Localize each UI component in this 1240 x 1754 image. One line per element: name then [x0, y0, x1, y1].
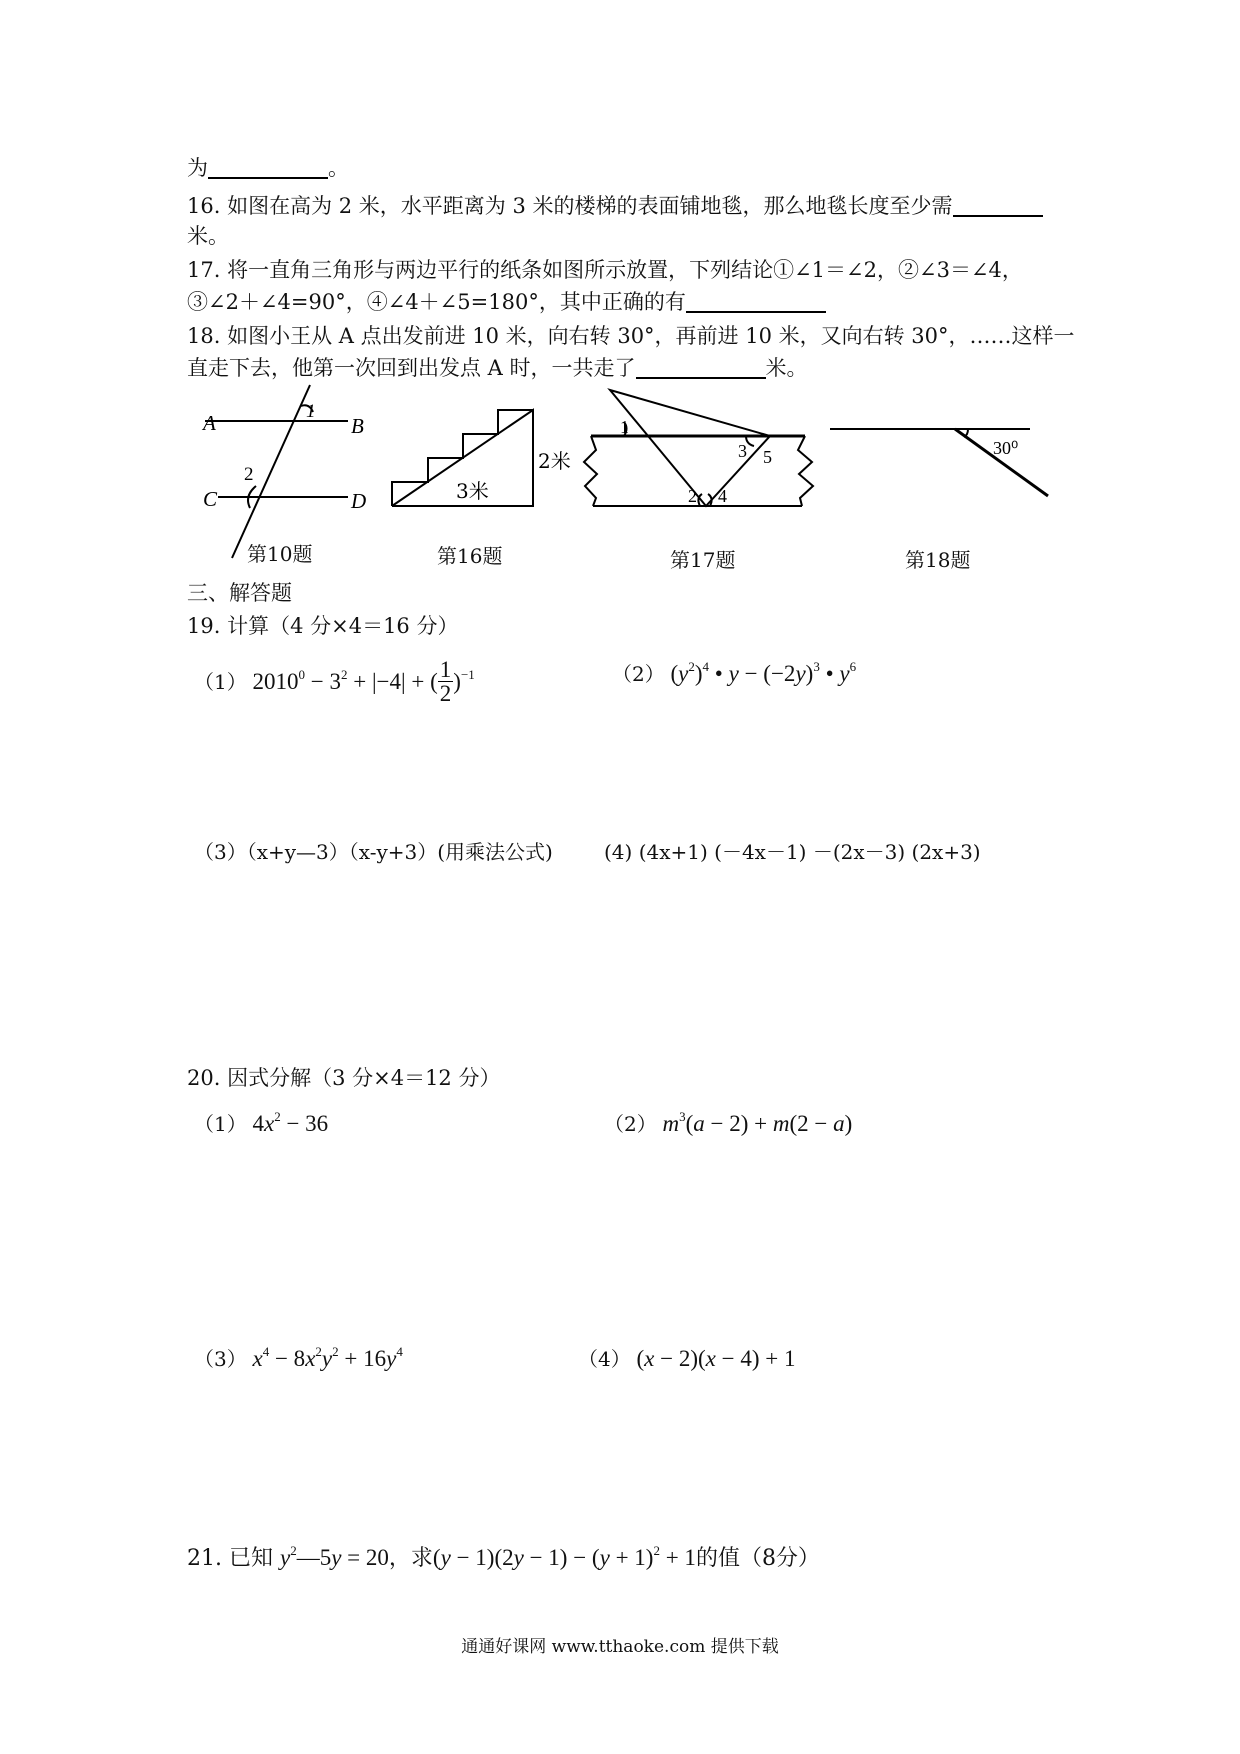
fig10-parallel-lines	[205, 385, 348, 558]
footer-credit: 通通好课网 www.tthaoke.com 提供下载	[461, 1637, 779, 1657]
q20-title: 20. 因式分解（3 分×4＝12 分）	[187, 1066, 501, 1090]
q19-part2	[612, 659, 857, 686]
q21-given: $y^2—5y = 20$	[279, 1543, 389, 1570]
q21-expr: $(y - 1)(2y - 1) - (y + 1)^2 + 1$	[432, 1543, 696, 1570]
fig17-angle-4: 4	[718, 486, 727, 506]
fig10-label-b: B	[351, 414, 364, 438]
q20-part3	[194, 1344, 403, 1371]
q19-part1-label: （1）	[194, 669, 247, 694]
q20-part2-label: （2）	[604, 1112, 657, 1136]
q20-part3-expr: $x^4 - 8x^2y^2 + 16y^4$	[252, 1344, 403, 1371]
figures-svg	[0, 0, 1240, 600]
q16-line2: 米。	[187, 224, 229, 248]
q20-part3-label: （3）	[194, 1347, 247, 1371]
q18-line1: 18. 如图小王从 A 点出发前进 10 米，向右转 30°，再前进 10 米，又向右转 30°，……这样一	[187, 324, 1075, 348]
fig10-caption: 第10题	[247, 542, 313, 566]
q15-suffix: 。	[328, 156, 349, 180]
q19-part2-label: （2）	[612, 662, 665, 686]
q20-part2-expr: $m^3(a - 2) + m(2 - a)$	[662, 1109, 853, 1136]
q20-part2	[604, 1109, 853, 1136]
q19-part1	[194, 657, 475, 707]
q21-suffix: 的值（8分）	[695, 1546, 820, 1571]
q17-line1: 17. 将一直角三角形与两边平行的纸条如图所示放置，下列结论①∠1＝∠2，②∠3＝∠4，	[187, 258, 1023, 282]
q21	[187, 1543, 820, 1571]
q18-suffix: 米。	[765, 356, 808, 380]
fig10-label-d: D	[351, 489, 367, 513]
fig16-caption: 第16题	[437, 544, 503, 568]
fig17-angle-3: 3	[738, 441, 747, 461]
fig17-caption: 第17题	[670, 548, 736, 572]
fig17-angle-1: 1	[620, 417, 629, 437]
fig17-angle-2: 2	[688, 486, 697, 506]
q21-prefix: 21. 已知	[187, 1546, 273, 1571]
fig18-caption: 第18题	[905, 548, 971, 572]
q18-text: 直走下去，他第一次回到出发点 A 时，一共走了	[187, 356, 636, 380]
q17-text: ③∠2＋∠4=90°，④∠4＋∠5=180°，其中正确的有	[187, 290, 686, 314]
fig10-angle-1: 1	[306, 401, 316, 422]
q20-part4	[578, 1347, 796, 1370]
q19-part2-expr: $(y^2)^4$ • $y - (-2y)^3$ • $y^6$	[670, 659, 857, 686]
q19-title: 19. 计算（4 分×4＝16 分）	[187, 614, 459, 638]
q20-part4-expr: (x − 2)(x − 4) + 1	[636, 1346, 796, 1371]
fig10-label-a: A	[203, 411, 216, 435]
q20-part4-label: （4）	[578, 1347, 631, 1371]
q19-part4: (4) (4x+1) (－4x－1) －(2x－3) (2x+3)	[604, 840, 981, 864]
section3-title: 三、解答题	[187, 581, 292, 605]
q20-part1-expr: $4x^2 - 36$	[252, 1109, 329, 1136]
fig18-angle-label: 30⁰	[993, 438, 1019, 458]
q15-prefix: 为	[187, 156, 208, 180]
q16-text: 16. 如图在高为 2 米，水平距离为 3 米的楼梯的表面铺地毯，那么地毯长度至少需	[187, 194, 953, 218]
fig16-width-label: 3米	[456, 479, 489, 503]
fig17-angle-5: 5	[763, 447, 772, 467]
q19-part3: （3）（x+y—3）（x-y+3）(用乘法公式)	[194, 840, 553, 864]
q20-part1	[194, 1109, 329, 1136]
fig10-angle-2: 2	[244, 464, 254, 485]
fig16-height-label: 2米	[538, 449, 571, 473]
fig10-label-c: C	[203, 487, 218, 511]
q21-mid: ，求	[388, 1546, 433, 1571]
q19-part1-expr: $2010^0 - 3^2 + |-4|$ + ( $\frac{1}{2}$ )$^{-1}$	[252, 657, 475, 706]
q20-part1-label: （1）	[194, 1112, 247, 1136]
